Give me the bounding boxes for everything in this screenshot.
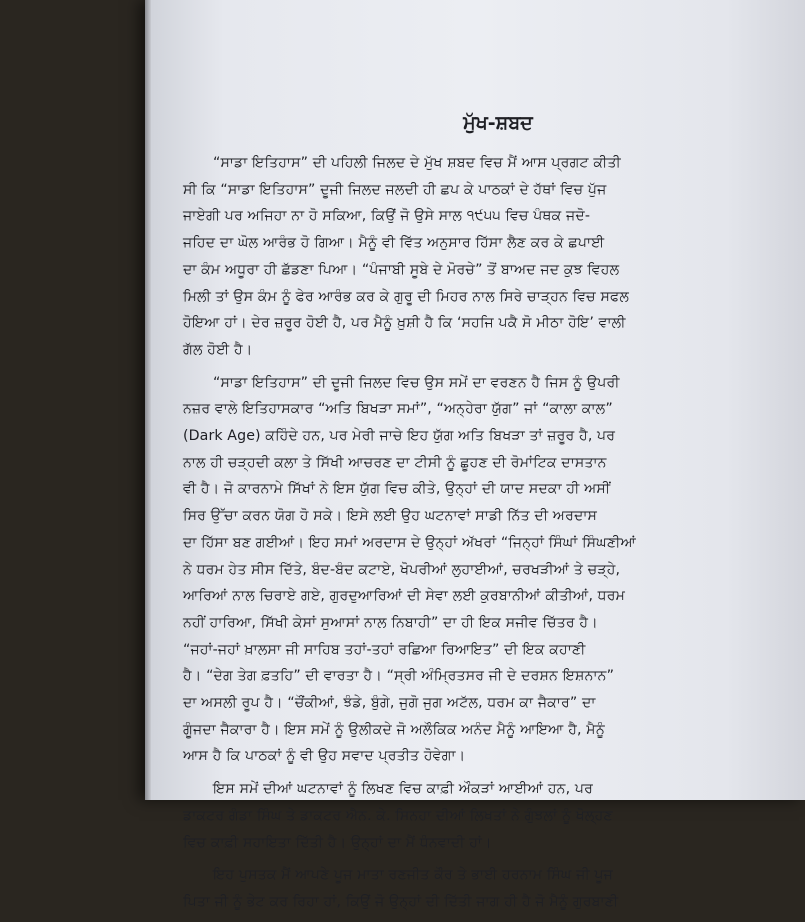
text-line: ਜਾਏਗੀ ਪਰ ਅਜਿਹਾ ਨਾ ਹੋ ਸਕਿਆ, ਕਿਉਂ ਜੋ ਉਸੇ ਸਾਲ ੧੯੫੫ ਵਿਚ ਪੰਥਕ ਜਦੋ- <box>183 208 591 225</box>
paragraph-4 <box>183 862 803 915</box>
text-line: ਨੇ ਧਰਮ ਹੇਤ ਸੀਸ ਦਿੱਤੇ, ਬੰਦ-ਬੰਦ ਕਟਾਏ, ਖੋਪਰੀਆਂ ਲੁਹਾਈਆਂ, ਚਰਖੜੀਆਂ ਤੇ ਚੜ੍ਹੇ, <box>183 561 621 578</box>
text-line: ਦਾ ਅਸਲੀ ਰੂਪ ਹੈ। “ਚੌਂਕੀਆਂ, ਝੰਡੇ, ਬੁੰਗੇ, ਜੁਗੋ ਜੁਗ ਅਟੱਲ, ਧਰਮ ਕਾ ਜੈਕਾਰ” ਦਾ <box>183 695 596 712</box>
text-line: ਜਹਿਦ ਦਾ ਘੋਲ ਆਰੰਭ ਹੋ ਗਿਆ। ਮੈਨੂੰ ਵੀ ਵਿੱਤ ਅਨੁਸਾਰ ਹਿੱਸਾ ਲੈਣ ਕਰ ਕੇ ਛਪਾਈ <box>183 235 605 252</box>
text-line: “ਸਾਡਾ ਇਤਿਹਾਸ” ਦੀ ਦੂਜੀ ਜਿਲਦ ਵਿਚ ਉਸ ਸਮੇਂ ਦਾ ਵਰਣਨ ਹੈ ਜਿਸ ਨੂੰ ਉਪਰੀ <box>213 374 620 391</box>
text-line: ਮਿਲੀ ਤਾਂ ਉਸ ਕੰਮ ਨੂੰ ਫੇਰ ਆਰੰਭ ਕਰ ਕੇ ਗੁਰੂ ਦੀ ਮਿਹਰ ਨਾਲ ਸਿਰੇ ਚਾੜ੍ਹਨ ਵਿਚ ਸਫਲ <box>183 288 630 305</box>
text-line: ਡਾਕਟਰ ਗੰਡਾ ਸਿੰਘ ਤੇ ਡਾਕਟਰ ਐਨ. ਕੇ. ਸਿਨਹਾ ਦੀਆਂ ਲਿਖਤਾਂ ਨੇ ਗੁੰਝਲਾਂ ਨੂੰ ਖੋਲ੍ਹਣ <box>183 807 613 824</box>
text-line: ਗੱਲ ਹੋਈ ਹੈ। <box>183 341 253 358</box>
book-page <box>145 0 805 910</box>
text-line: ਨਜ਼ਰ ਵਾਲੇ ਇਤਿਹਾਸਕਾਰ “ਅਤਿ ਬਿਖੜਾ ਸਮਾਂ”, “ਅਨ੍ਹੇਰਾ ਯੁੱਗ” ਜਾਂ “ਕਾਲਾ ਕਾਲ” <box>183 401 613 418</box>
text-line: (Dark Age) ਕਹਿੰਦੇ ਹਨ, ਪਰ ਮੇਰੀ ਜਾਚੇ ਇਹ ਯੁੱਗ ਅਤਿ ਬਿਖੜਾ ਤਾਂ ਜ਼ਰੂਰ ਹੈ, ਪਰ <box>183 428 616 445</box>
text-line: ਇਹ ਪੁਸਤਕ ਮੈਂ ਆਪਣੇ ਪੂਜ ਮਾਤਾ ਰਣਜੀਤ ਕੌਰ ਤੇ ਭਾਈ ਹਰਨਾਮ ਸਿੰਘ ਜੀ ਪੂਜ <box>213 867 614 884</box>
text-line: “ਸਾਡਾ ਇਤਿਹਾਸ” ਦੀ ਪਹਿਲੀ ਜਿਲਦ ਦੇ ਮੁੱਖ ਸ਼ਬਦ ਵਿਚ ਮੈਂ ਆਸ ਪ੍ਰਗਟ ਕੀਤੀ <box>213 155 621 171</box>
text-line: ਸੀ ਕਿ “ਸਾਡਾ ਇਤਿਹਾਸ” ਦੂਜੀ ਜਿਲਦ ਜਲਦੀ ਹੀ ਛਪ ਕੇ ਪਾਠਕਾਂ ਦੇ ਹੱਥਾਂ ਵਿਚ ਪੁੱਜ <box>183 181 607 198</box>
text-line: ਹੈ। “ਦੇਗ ਤੇਗ ਫ਼ਤਹਿ” ਦੀ ਵਾਰਤਾ ਹੈ। “ਸ੍ਰੀ ਅੰਮ੍ਰਿਤਸਰ ਜੀ ਦੇ ਦਰਸ਼ਨ ਇਸ਼ਨਾਨ” <box>183 668 615 685</box>
page-content <box>183 112 803 922</box>
paragraph-1 <box>183 150 803 364</box>
text-line: ਸਿਰ ਉੱਚਾ ਕਰਨ ਯੋਗ ਹੋ ਸਕੇ। ਇਸੇ ਲਈ ਉਹ ਘਟਨਾਵਾਂ ਸਾਡੀ ਨਿੱਤ ਦੀ ਅਰਦਾਸ <box>183 508 598 525</box>
text-line: ਵੀ ਹੈ। ਜੋ ਕਾਰਨਾਮੇ ਸਿੱਖਾਂ ਨੇ ਇਸ ਯੁੱਗ ਵਿਚ ਕੀਤੇ, ਉਨ੍ਹਾਂ ਦੀ ਯਾਦ ਸਦਕਾ ਹੀ ਅਸੀਂ <box>183 481 611 498</box>
text-line: ਆਰਿਆਂ ਨਾਲ ਚਿਰਾਏ ਗਏ, ਗੁਰਦੁਆਰਿਆਂ ਦੀ ਸੇਵਾ ਲਈ ਕੁਰਬਾਨੀਆਂ ਕੀਤੀਆਂ, ਧਰਮ <box>183 588 626 605</box>
text-line: ਗੂੰਜਦਾ ਜੈਕਾਰਾ ਹੈ। ਇਸ ਸਮੇਂ ਨੂੰ ਉਲੀਕਦੇ ਜੋ ਅਲੌਕਿਕ ਅਨੰਦ ਮੈਨੂੰ ਆਇਆ ਹੈ, ਮੈਨੂੰ <box>183 721 605 738</box>
text-line: ਨਾਲ ਹੀ ਚੜ੍ਹਦੀ ਕਲਾ ਤੇ ਸਿੱਖੀ ਆਚਰਣ ਦਾ ਟੀਸੀ ਨੂੰ ਛੂਹਣ ਦੀ ਰੋਮਾਂਟਿਕ ਦਾਸਤਾਨ <box>183 454 607 471</box>
paragraph-3 <box>183 776 803 856</box>
text-line: “ਜਹਾਂ-ਜਹਾਂ ਖ਼ਾਲਸਾ ਜੀ ਸਾਹਿਬ ਤਹਾਂ-ਤਹਾਂ ਰਛਿਆ ਰਿਆਇਤ” ਦੀ ਇਕ ਕਹਾਣੀ <box>183 641 586 658</box>
text-line: ਹੋਇਆ ਹਾਂ। ਦੇਰ ਜ਼ਰੂਰ ਹੋਈ ਹੈ, ਪਰ ਮੈਨੂੰ ਖ਼ੁਸ਼ੀ ਹੈ ਕਿ ‘ਸਹਜਿ ਪਕੈ ਸੋ ਮੀਠਾ ਹੋਇ’ ਵਾਲੀ <box>183 315 626 332</box>
paragraph-2 <box>183 370 803 771</box>
text-line: ਦਾ ਹਿੱਸਾ ਬਣ ਗਈਆਂ। ਇਹ ਸਮਾਂ ਅਰਦਾਸ ਦੇ ਉਨ੍ਹਾਂ ਅੱਖਰਾਂ “ਜਿਨ੍ਹਾਂ ਸਿੰਘਾਂ ਸਿੰਘਣੀਆਂ <box>183 534 637 551</box>
text-line: ਦਾ ਕੰਮ ਅਧੂਰਾ ਹੀ ਛੱਡਣਾ ਪਿਆ। “ਪੰਜਾਬੀ ਸੂਬੇ ਦੇ ਮੋਰਚੇ” ਤੋਂ ਬਾਅਦ ਜਦ ਕੁਝ ਵਿਹਲ <box>183 261 620 278</box>
text-line: ਇਸ ਸਮੇਂ ਦੀਆਂ ਘਟਨਾਵਾਂ ਨੂੰ ਲਿਖਣ ਵਿਚ ਕਾਫ਼ੀ ਔਕੜਾਂ ਆਈਆਂ ਹਨ, ਪਰ <box>213 781 593 798</box>
page-heading: ਮੁੱਖ-ਸ਼ਬਦ <box>463 112 533 134</box>
text-line: ਪਿਤਾ ਜੀ ਨੂੰ ਭੇਟ ਕਰ ਰਿਹਾ ਹਾਂ, ਕਿਉਂ ਜੋ ਉਨ੍ਹਾਂ ਦੀ ਦਿੱਤੀ ਜਾਗ ਹੀ ਹੈ ਜੋ ਮੈਨੂੰ ਗੁਰਬਾਣੀ <box>183 893 619 910</box>
text-line: ਨਹੀਂ ਹਾਰਿਆ, ਸਿੱਖੀ ਕੇਸਾਂ ਸੁਆਸਾਂ ਨਾਲ ਨਿਬਾਹੀ” ਦਾ ਹੀ ਇਕ ਸਜੀਵ ਚਿੱਤਰ ਹੈ। <box>183 614 598 631</box>
page-edge <box>145 0 151 800</box>
text-line: ਆਸ ਹੈ ਕਿ ਪਾਠਕਾਂ ਨੂੰ ਵੀ ਉਹ ਸਵਾਦ ਪ੍ਰਤੀਤ ਹੋਵੇਗਾ। <box>183 748 466 765</box>
text-line: ਵਿਚ ਕਾਫ਼ੀ ਸਹਾਇਤਾ ਦਿੱਤੀ ਹੈ। ਉਨ੍ਹਾਂ ਦਾ ਮੈਂ ਧੰਨਵਾਦੀ ਹਾਂ। <box>183 834 492 851</box>
